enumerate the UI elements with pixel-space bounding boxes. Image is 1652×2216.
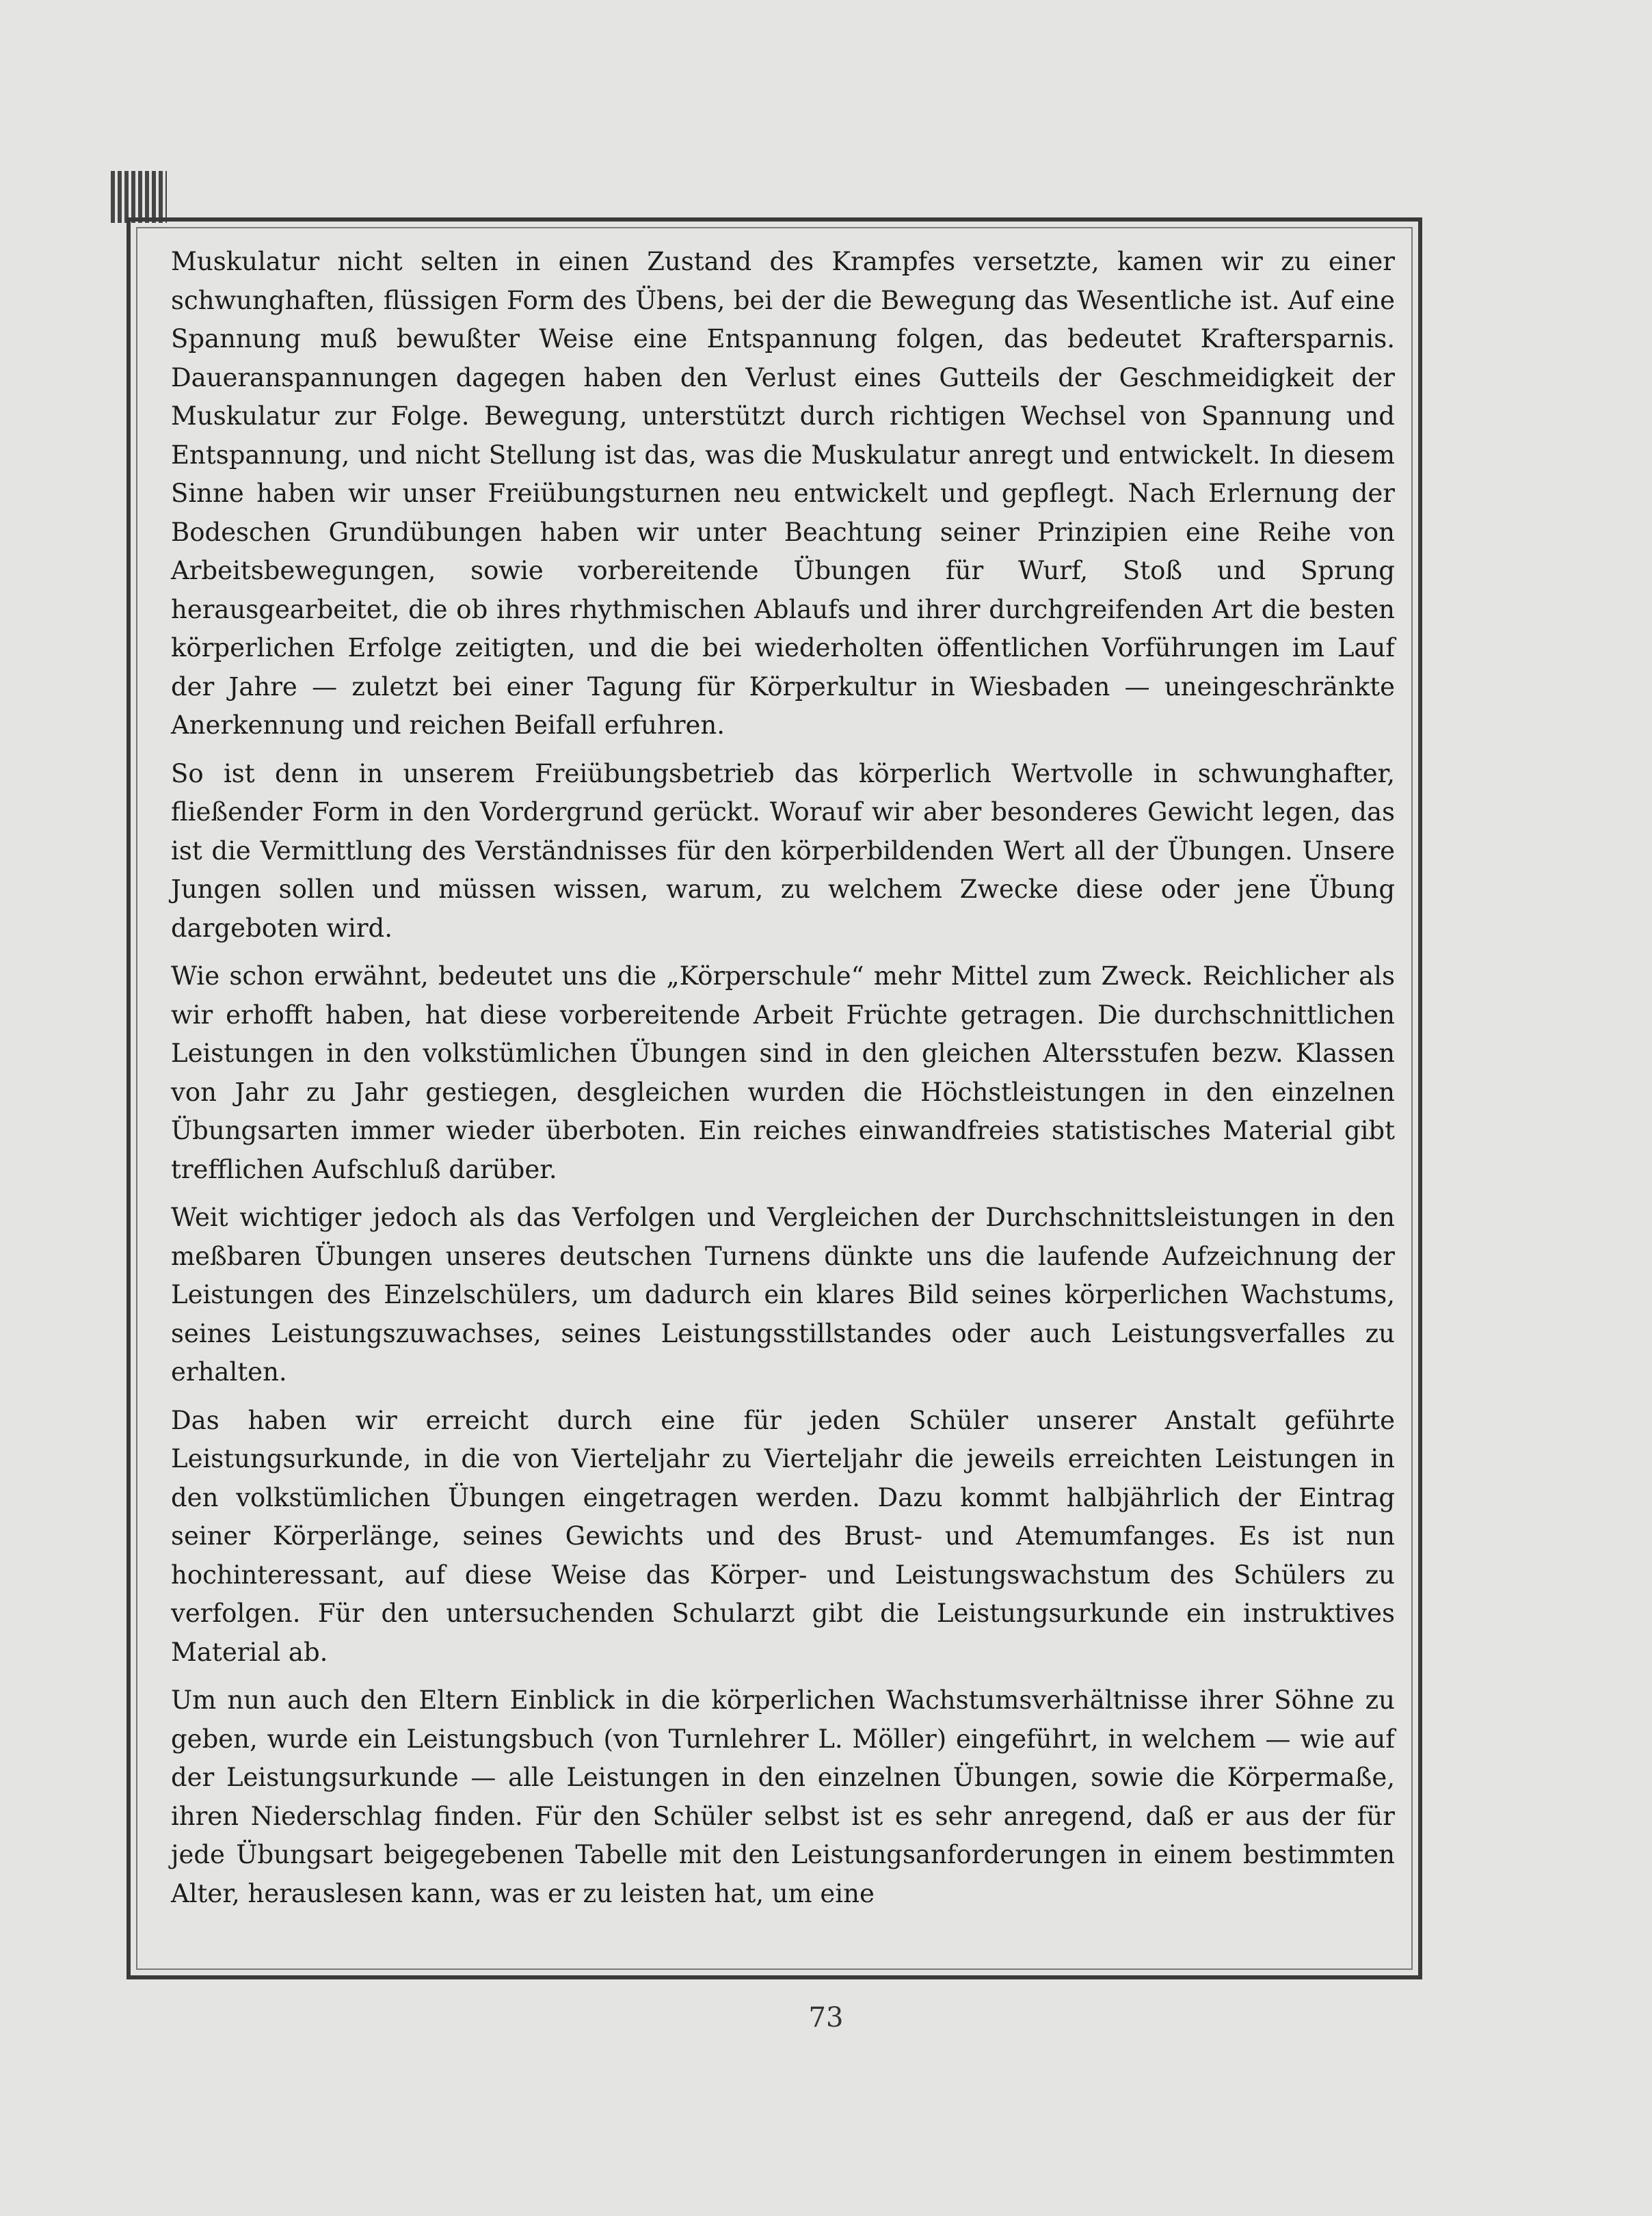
- paragraph-4: Weit wichtiger jedoch als das Verfolgen und Vergleichen der Durchschnittsleistungen in den meßbaren Übungen unseres deutschen Turnens dünkte uns die laufende Aufzeichnung der Leistungen des Einzelschülers, um dadurch ein klares Bild seines körperlichen Wachstums, seines Leistungszuwachses, seines Leistungsstillstandes oder auch Leistungsverfalles zu erhalten.: [171, 1203, 1395, 1387]
- printer-mark: [111, 171, 167, 223]
- paragraph-5: Das haben wir erreicht durch eine für jeden Schüler unserer Anstalt geführte Leistungsurkunde, in die von Vierteljahr zu Vierteljahr die jeweils erreichten Leistungen in den volkstümlichen Übungen eingetragen werden. Dazu kommt halbjährlich der Eintrag seiner Körperlänge, seines Gewichts und des Brust- und Atemumfanges. Es ist nun hochinteressant, auf diese Weise das Körper- und Leistungswachstum des Schülers zu verfolgen. Für den untersuchenden Schularzt gibt die Leistungsurkunde ein instruktives Material ab.: [171, 1405, 1395, 1667]
- paragraph-6: Um nun auch den Eltern Einblick in die körperlichen Wachstumsverhältnisse ihrer Söhne zu geben, wurde ein Leistungsbuch (von Turnlehrer L. Möller) eingeführt, in welchem — wie auf der Leistungsurkunde — alle Leistungen in den einzelnen Übungen, sowie die Körpermaße, ihren Niederschlag finden. Für den Schüler selbst ist es sehr anregend, daß er aus der für jede Übungsart beigegebenen Tabelle mit den Leistungsanforderungen in einem bestimmten Alter, herauslesen kann, was er zu leisten hat, um eine: [171, 1685, 1395, 1908]
- page-number: 73: [808, 2002, 844, 2033]
- paragraph-2: So ist denn in unserem Freiübungsbetrieb das körperlich Wertvolle in schwunghafter, fließender Form in den Vordergrund gerückt. Worauf wir aber besonderes Gewicht legen, das ist die Vermittlung des Verständnisses für den körperbildenden Wert all der Übungen. Unsere Jungen sollen und müssen wissen, warum, zu welchem Zwecke diese oder jene Übung dargeboten wird.: [171, 758, 1395, 943]
- paragraph-3: Wie schon erwähnt, bedeutet uns die „Körperschule“ mehr Mittel zum Zweck. Reichlicher als wir erhofft haben, hat diese vorbereitende Arbeit Früchte getragen. Die durchschnittlichen Leistungen in den volkstümlichen Übungen sind in den gleichen Altersstufen bezw. Klassen von Jahr zu Jahr gestiegen, desgleichen wurden die Höchstleistungen in den einzelnen Übungsarten immer wieder überboten. Ein reiches einwandfreies statistisches Material gibt trefflichen Aufschluß darüber.: [171, 961, 1395, 1184]
- body-text: [171, 243, 1395, 1923]
- paragraph-1: Muskulatur nicht selten in einen Zustand des Krampfes versetzte, kamen wir zu einer schwunghaften, flüssigen Form des Übens, bei der die Bewegung das Wesentliche ist. Auf eine Spannung muß bewußter Weise eine Entspannung folgen, das bedeutet Kraftersparnis. Daueranspannungen dagegen haben den Verlust eines Gutteils der Geschmeidigkeit der Muskulatur zur Folge. Bewegung, unterstützt durch richtigen Wechsel von Spannung und Entspannung, und nicht Stellung ist das, was die Muskulatur anregt und entwickelt. In diesem Sinne haben wir unser Freiübungsturnen neu entwickelt und gepflegt. Nach Erlernung der Bodeschen Grundübungen haben wir unter Beachtung seiner Prinzipien eine Reihe von Arbeitsbewegungen, sowie vorbereitende Übungen für Wurf, Stoß und Sprung herausgearbeitet, die ob ihres rhythmischen Ablaufs und ihrer durchgreifenden Art die besten körperlichen Erfolge zeitigten, und die bei wiederholten öffentlichen Vorführungen im Lauf der Jahre — zuletzt bei einer Tagung für Körperkultur in Wiesbaden — uneingeschränkte Anerkennung und reichen Beifall erfuhren.: [171, 247, 1395, 740]
